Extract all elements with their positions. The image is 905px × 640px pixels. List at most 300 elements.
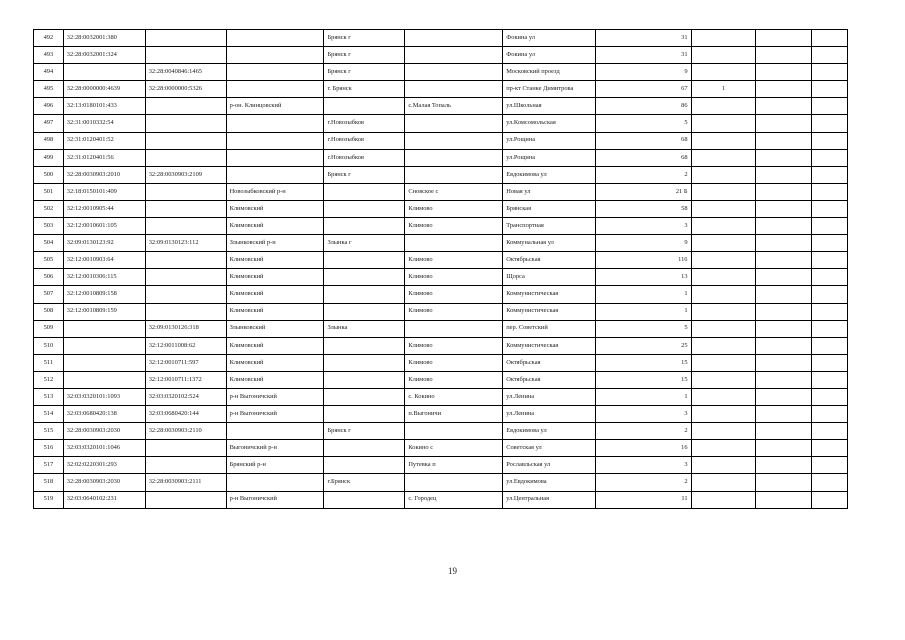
cell-settlement: Климово bbox=[405, 269, 503, 286]
cell-extra-1 bbox=[691, 491, 756, 508]
cell-extra-3 bbox=[811, 115, 847, 132]
cell-building-cadastral-number: 32:12:0010711:1372 bbox=[145, 371, 226, 388]
cell-extra-2 bbox=[756, 406, 811, 423]
cell-extra-3 bbox=[811, 166, 847, 183]
cell-street: ул.Ленина bbox=[503, 388, 596, 405]
cell-extra-1 bbox=[691, 371, 756, 388]
cell-extra-2 bbox=[756, 47, 811, 64]
cell-city bbox=[324, 269, 405, 286]
cell-district: Новозыбковский р-н bbox=[226, 183, 324, 200]
cell-settlement: с.Малая Топаль bbox=[405, 98, 503, 115]
cell-row-number: 510 bbox=[34, 337, 64, 354]
cell-extra-1 bbox=[691, 457, 756, 474]
cell-extra-3 bbox=[811, 149, 847, 166]
cell-building-cadastral-number bbox=[145, 149, 226, 166]
cell-district: Климовский bbox=[226, 354, 324, 371]
table-row bbox=[34, 200, 848, 217]
cell-cadastral-number: 32:09:0130123:92 bbox=[63, 235, 145, 252]
cell-extra-1 bbox=[691, 388, 756, 405]
cell-building-cadastral-number bbox=[145, 200, 226, 217]
cell-building-cadastral-number: 32:28:0030903:2109 bbox=[145, 166, 226, 183]
cell-extra-1 bbox=[691, 166, 756, 183]
cell-extra-1 bbox=[691, 30, 756, 47]
cell-row-number: 494 bbox=[34, 64, 64, 81]
table-row bbox=[34, 218, 848, 235]
cell-city: Брянск г bbox=[324, 30, 405, 47]
cell-settlement: п.Выгоничи bbox=[405, 406, 503, 423]
cell-extra-2 bbox=[756, 81, 811, 98]
table-row bbox=[34, 81, 848, 98]
cell-district bbox=[226, 30, 324, 47]
cell-extra-1 bbox=[691, 440, 756, 457]
cell-building-cadastral-number: 32:09:0130126:318 bbox=[145, 320, 226, 337]
cell-house-number: 3 bbox=[595, 218, 691, 235]
table-row bbox=[34, 388, 848, 405]
cell-house-number: 5 bbox=[595, 115, 691, 132]
cell-extra-1 bbox=[691, 149, 756, 166]
cell-cadastral-number bbox=[63, 337, 145, 354]
cell-row-number: 509 bbox=[34, 320, 64, 337]
cell-extra-1 bbox=[691, 200, 756, 217]
table-row bbox=[34, 64, 848, 81]
cell-house-number: 68 bbox=[595, 132, 691, 149]
cell-settlement bbox=[405, 235, 503, 252]
cell-extra-3 bbox=[811, 491, 847, 508]
cell-building-cadastral-number bbox=[145, 47, 226, 64]
cell-cadastral-number: 32:31:0010332:54 bbox=[63, 115, 145, 132]
cell-settlement: Сновское с bbox=[405, 183, 503, 200]
cell-street: ул.Рощина bbox=[503, 132, 596, 149]
cell-extra-1 bbox=[691, 132, 756, 149]
cell-house-number: 13 bbox=[595, 269, 691, 286]
cell-district: Климовский bbox=[226, 303, 324, 320]
cell-building-cadastral-number bbox=[145, 303, 226, 320]
registry-table bbox=[33, 29, 848, 509]
cell-extra-1 bbox=[691, 406, 756, 423]
cell-street: ул.Центральная bbox=[503, 491, 596, 508]
cell-settlement bbox=[405, 423, 503, 440]
cell-cadastral-number bbox=[63, 64, 145, 81]
cell-city: г.Новозыбков bbox=[324, 132, 405, 149]
cell-house-number: 31 bbox=[595, 30, 691, 47]
cell-cadastral-number bbox=[63, 354, 145, 371]
cell-extra-2 bbox=[756, 320, 811, 337]
table-row bbox=[34, 474, 848, 491]
cell-extra-1: 1 bbox=[691, 81, 756, 98]
table-row bbox=[34, 149, 848, 166]
table-row bbox=[34, 320, 848, 337]
cell-district bbox=[226, 474, 324, 491]
cell-city bbox=[324, 406, 405, 423]
cell-house-number: 21 Б bbox=[595, 183, 691, 200]
cell-house-number: 11 bbox=[595, 491, 691, 508]
cell-row-number: 498 bbox=[34, 132, 64, 149]
cell-settlement: с. Кокино bbox=[405, 388, 503, 405]
cell-cadastral-number: 32:02:0220301:293 bbox=[63, 457, 145, 474]
cell-settlement: Климово bbox=[405, 337, 503, 354]
cell-extra-2 bbox=[756, 269, 811, 286]
cell-extra-3 bbox=[811, 252, 847, 269]
cell-extra-2 bbox=[756, 286, 811, 303]
cell-building-cadastral-number bbox=[145, 98, 226, 115]
table-row bbox=[34, 457, 848, 474]
cell-row-number: 512 bbox=[34, 371, 64, 388]
cell-cadastral-number: 32:12:0010905:44 bbox=[63, 200, 145, 217]
cell-district: Климовский bbox=[226, 218, 324, 235]
table-row bbox=[34, 30, 848, 47]
cell-street: Московский проезд bbox=[503, 64, 596, 81]
cell-extra-2 bbox=[756, 115, 811, 132]
cell-extra-2 bbox=[756, 491, 811, 508]
cell-district bbox=[226, 64, 324, 81]
cell-row-number: 516 bbox=[34, 440, 64, 457]
cell-district: Климовский bbox=[226, 371, 324, 388]
cell-house-number: 31 bbox=[595, 47, 691, 64]
table-row bbox=[34, 371, 848, 388]
cell-house-number: 68 bbox=[595, 149, 691, 166]
cell-cadastral-number: 32:13:0180101:433 bbox=[63, 98, 145, 115]
cell-house-number: 116 bbox=[595, 252, 691, 269]
cell-city: Злынка bbox=[324, 320, 405, 337]
cell-building-cadastral-number: 32:28:0040846:1465 bbox=[145, 64, 226, 81]
cell-district bbox=[226, 166, 324, 183]
cell-house-number: 86 bbox=[595, 98, 691, 115]
cell-settlement bbox=[405, 320, 503, 337]
registry-table-body bbox=[34, 30, 848, 509]
cell-settlement bbox=[405, 81, 503, 98]
cell-extra-1 bbox=[691, 98, 756, 115]
cell-building-cadastral-number: 32:28:0030903:2110 bbox=[145, 423, 226, 440]
cell-building-cadastral-number bbox=[145, 30, 226, 47]
cell-house-number: 25 bbox=[595, 337, 691, 354]
cell-cadastral-number: 32:12:0010601:105 bbox=[63, 218, 145, 235]
cell-extra-3 bbox=[811, 30, 847, 47]
cell-settlement: Климово bbox=[405, 200, 503, 217]
cell-extra-3 bbox=[811, 354, 847, 371]
cell-street: Щорса bbox=[503, 269, 596, 286]
cell-extra-1 bbox=[691, 115, 756, 132]
cell-district: Климовский bbox=[226, 252, 324, 269]
cell-row-number: 496 bbox=[34, 98, 64, 115]
cell-extra-3 bbox=[811, 235, 847, 252]
cell-extra-2 bbox=[756, 218, 811, 235]
cell-settlement: Климово bbox=[405, 252, 503, 269]
cell-row-number: 495 bbox=[34, 81, 64, 98]
cell-settlement bbox=[405, 166, 503, 183]
cell-extra-1 bbox=[691, 286, 756, 303]
cell-extra-2 bbox=[756, 200, 811, 217]
table-row bbox=[34, 423, 848, 440]
table-row bbox=[34, 406, 848, 423]
cell-extra-2 bbox=[756, 303, 811, 320]
cell-building-cadastral-number bbox=[145, 183, 226, 200]
cell-row-number: 499 bbox=[34, 149, 64, 166]
cell-cadastral-number bbox=[63, 371, 145, 388]
table-row bbox=[34, 354, 848, 371]
cell-district: Злынковский р-н bbox=[226, 235, 324, 252]
cell-building-cadastral-number: 32:03:0320102:524 bbox=[145, 388, 226, 405]
cell-settlement bbox=[405, 115, 503, 132]
cell-house-number: 2 bbox=[595, 423, 691, 440]
cell-house-number: 2 bbox=[595, 474, 691, 491]
cell-building-cadastral-number: 32:12:0010711:597 bbox=[145, 354, 226, 371]
cell-extra-2 bbox=[756, 440, 811, 457]
cell-city: г.Брянск bbox=[324, 474, 405, 491]
cell-extra-2 bbox=[756, 166, 811, 183]
cell-row-number: 518 bbox=[34, 474, 64, 491]
cell-extra-1 bbox=[691, 423, 756, 440]
cell-house-number: 5 bbox=[595, 320, 691, 337]
cell-city bbox=[324, 183, 405, 200]
cell-district bbox=[226, 81, 324, 98]
table-row bbox=[34, 166, 848, 183]
cell-building-cadastral-number bbox=[145, 218, 226, 235]
cell-extra-3 bbox=[811, 200, 847, 217]
cell-house-number: 3 bbox=[595, 457, 691, 474]
cell-row-number: 502 bbox=[34, 200, 64, 217]
cell-extra-2 bbox=[756, 371, 811, 388]
table-row bbox=[34, 269, 848, 286]
cell-settlement: Климово bbox=[405, 303, 503, 320]
cell-extra-2 bbox=[756, 64, 811, 81]
cell-city: г.Новозыбков bbox=[324, 115, 405, 132]
cell-settlement: Климово bbox=[405, 218, 503, 235]
cell-cadastral-number: 32:28:0030903:2030 bbox=[63, 423, 145, 440]
cell-city: г.Новозыбков bbox=[324, 149, 405, 166]
cell-row-number: 514 bbox=[34, 406, 64, 423]
table-row bbox=[34, 235, 848, 252]
cell-cadastral-number: 32:28:0030903:2030 bbox=[63, 474, 145, 491]
cell-city bbox=[324, 388, 405, 405]
cell-district: р-н Выгоничский bbox=[226, 491, 324, 508]
cell-extra-1 bbox=[691, 303, 756, 320]
cell-building-cadastral-number: 32:28:0000000:5326 bbox=[145, 81, 226, 98]
cell-settlement: Климово bbox=[405, 286, 503, 303]
cell-cadastral-number: 32:12:0010809:159 bbox=[63, 303, 145, 320]
cell-city bbox=[324, 98, 405, 115]
cell-settlement bbox=[405, 64, 503, 81]
cell-cadastral-number: 32:03:0320101:1093 bbox=[63, 388, 145, 405]
cell-extra-1 bbox=[691, 269, 756, 286]
cell-street: пер. Советский bbox=[503, 320, 596, 337]
cell-row-number: 513 bbox=[34, 388, 64, 405]
cell-cadastral-number: 32:28:0000000:4639 bbox=[63, 81, 145, 98]
cell-cadastral-number: 32:03:0680420:138 bbox=[63, 406, 145, 423]
cell-row-number: 493 bbox=[34, 47, 64, 64]
cell-house-number: 15 bbox=[595, 371, 691, 388]
cell-row-number: 511 bbox=[34, 354, 64, 371]
cell-street: Евдокимова ул bbox=[503, 423, 596, 440]
cell-district bbox=[226, 149, 324, 166]
cell-extra-3 bbox=[811, 132, 847, 149]
cell-building-cadastral-number: 32:12:0011008:62 bbox=[145, 337, 226, 354]
cell-extra-1 bbox=[691, 235, 756, 252]
cell-street: Фокина ул bbox=[503, 30, 596, 47]
cell-extra-3 bbox=[811, 81, 847, 98]
table-row bbox=[34, 337, 848, 354]
cell-settlement bbox=[405, 30, 503, 47]
table-row bbox=[34, 440, 848, 457]
cell-city bbox=[324, 337, 405, 354]
cell-house-number: 2 bbox=[595, 166, 691, 183]
cell-district: р-он. Клинцовский bbox=[226, 98, 324, 115]
cell-row-number: 500 bbox=[34, 166, 64, 183]
cell-street: ул.Ленина bbox=[503, 406, 596, 423]
cell-district bbox=[226, 132, 324, 149]
cell-extra-2 bbox=[756, 457, 811, 474]
cell-district: Брянский р-н bbox=[226, 457, 324, 474]
table-row bbox=[34, 98, 848, 115]
table-row bbox=[34, 183, 848, 200]
cell-extra-3 bbox=[811, 423, 847, 440]
cell-extra-3 bbox=[811, 320, 847, 337]
cell-city bbox=[324, 286, 405, 303]
cell-settlement: Климово bbox=[405, 354, 503, 371]
table-row bbox=[34, 115, 848, 132]
cell-extra-3 bbox=[811, 286, 847, 303]
cell-city bbox=[324, 303, 405, 320]
cell-row-number: 501 bbox=[34, 183, 64, 200]
cell-building-cadastral-number bbox=[145, 286, 226, 303]
cell-building-cadastral-number: 32:28:0030903:2111 bbox=[145, 474, 226, 491]
cell-street: Коммунистическая bbox=[503, 337, 596, 354]
cell-city: Брянск г bbox=[324, 423, 405, 440]
cell-building-cadastral-number bbox=[145, 132, 226, 149]
cell-district: Климовский bbox=[226, 269, 324, 286]
cell-extra-3 bbox=[811, 388, 847, 405]
cell-city bbox=[324, 371, 405, 388]
cell-row-number: 503 bbox=[34, 218, 64, 235]
table-row bbox=[34, 491, 848, 508]
table-row bbox=[34, 47, 848, 64]
cell-row-number: 492 bbox=[34, 30, 64, 47]
cell-city bbox=[324, 200, 405, 217]
cell-cadastral-number: 32:28:0030903:2010 bbox=[63, 166, 145, 183]
cell-cadastral-number: 32:03:0320101:1046 bbox=[63, 440, 145, 457]
cell-house-number: 1 bbox=[595, 286, 691, 303]
cell-extra-1 bbox=[691, 218, 756, 235]
table-row bbox=[34, 286, 848, 303]
cell-district: Выгоничский р-н bbox=[226, 440, 324, 457]
cell-street: Евдокимова ул bbox=[503, 166, 596, 183]
cell-extra-1 bbox=[691, 337, 756, 354]
cell-extra-1 bbox=[691, 474, 756, 491]
cell-extra-1 bbox=[691, 320, 756, 337]
cell-city: Брянск г bbox=[324, 47, 405, 64]
cell-street: Коммунистическая bbox=[503, 286, 596, 303]
cell-city bbox=[324, 491, 405, 508]
cell-building-cadastral-number bbox=[145, 491, 226, 508]
cell-row-number: 519 bbox=[34, 491, 64, 508]
cell-cadastral-number: 32:18:0150101:409 bbox=[63, 183, 145, 200]
table-row bbox=[34, 132, 848, 149]
cell-city: г. Брянск bbox=[324, 81, 405, 98]
cell-settlement: с. Городец bbox=[405, 491, 503, 508]
cell-cadastral-number: 32:31:0120401:52 bbox=[63, 132, 145, 149]
cell-extra-3 bbox=[811, 337, 847, 354]
cell-extra-1 bbox=[691, 64, 756, 81]
cell-extra-3 bbox=[811, 440, 847, 457]
cell-settlement bbox=[405, 132, 503, 149]
cell-street: Коммунальная ул bbox=[503, 235, 596, 252]
cell-row-number: 517 bbox=[34, 457, 64, 474]
cell-extra-2 bbox=[756, 132, 811, 149]
cell-cadastral-number: 32:12:0010903:64 bbox=[63, 252, 145, 269]
cell-house-number: 16 bbox=[595, 440, 691, 457]
cell-extra-3 bbox=[811, 218, 847, 235]
cell-extra-3 bbox=[811, 64, 847, 81]
cell-settlement bbox=[405, 47, 503, 64]
cell-street: ул.Комсомольская bbox=[503, 115, 596, 132]
cell-extra-3 bbox=[811, 47, 847, 64]
cell-extra-2 bbox=[756, 423, 811, 440]
cell-extra-3 bbox=[811, 303, 847, 320]
cell-district: Климовский bbox=[226, 286, 324, 303]
cell-cadastral-number: 32:28:0032001:380 bbox=[63, 30, 145, 47]
cell-extra-3 bbox=[811, 183, 847, 200]
cell-row-number: 507 bbox=[34, 286, 64, 303]
cell-street: пр-кт Станке Димитрова bbox=[503, 81, 596, 98]
cell-district bbox=[226, 115, 324, 132]
cell-row-number: 508 bbox=[34, 303, 64, 320]
cell-street: Брянская bbox=[503, 200, 596, 217]
cell-house-number: 15 bbox=[595, 354, 691, 371]
cell-cadastral-number: 32:12:0010306:115 bbox=[63, 269, 145, 286]
cell-extra-2 bbox=[756, 149, 811, 166]
cell-city bbox=[324, 440, 405, 457]
cell-building-cadastral-number bbox=[145, 269, 226, 286]
cell-row-number: 504 bbox=[34, 235, 64, 252]
cell-street: Октябрьская bbox=[503, 354, 596, 371]
cell-street: Октябрьская bbox=[503, 252, 596, 269]
cell-city: Злынка г bbox=[324, 235, 405, 252]
cell-building-cadastral-number: 32:09:0130123:112 bbox=[145, 235, 226, 252]
cell-city: Брянск г bbox=[324, 64, 405, 81]
cell-cadastral-number: 32:12:0010809:158 bbox=[63, 286, 145, 303]
cell-street: Фокина ул bbox=[503, 47, 596, 64]
cell-row-number: 505 bbox=[34, 252, 64, 269]
cell-building-cadastral-number bbox=[145, 252, 226, 269]
cell-building-cadastral-number: 32:03:0680420:144 bbox=[145, 406, 226, 423]
cell-building-cadastral-number bbox=[145, 115, 226, 132]
cell-extra-3 bbox=[811, 98, 847, 115]
table-row bbox=[34, 252, 848, 269]
cell-house-number: 58 bbox=[595, 200, 691, 217]
cell-house-number: 3 bbox=[595, 406, 691, 423]
cell-street: Транспортная bbox=[503, 218, 596, 235]
cell-district bbox=[226, 423, 324, 440]
cell-extra-2 bbox=[756, 183, 811, 200]
cell-row-number: 515 bbox=[34, 423, 64, 440]
cell-extra-2 bbox=[756, 235, 811, 252]
cell-district: Климовский bbox=[226, 200, 324, 217]
cell-extra-2 bbox=[756, 30, 811, 47]
cell-row-number: 506 bbox=[34, 269, 64, 286]
cell-city bbox=[324, 457, 405, 474]
cell-extra-1 bbox=[691, 47, 756, 64]
cell-house-number: 67 bbox=[595, 81, 691, 98]
cell-street: Рославльская ул bbox=[503, 457, 596, 474]
cell-house-number: 9 bbox=[595, 64, 691, 81]
cell-extra-2 bbox=[756, 474, 811, 491]
cell-district: р-н Выгоничский bbox=[226, 388, 324, 405]
cell-city: Брянск г bbox=[324, 166, 405, 183]
cell-house-number: 9 bbox=[595, 235, 691, 252]
table-row bbox=[34, 303, 848, 320]
cell-cadastral-number bbox=[63, 320, 145, 337]
cell-cadastral-number: 32:03:0640102:231 bbox=[63, 491, 145, 508]
cell-extra-1 bbox=[691, 354, 756, 371]
